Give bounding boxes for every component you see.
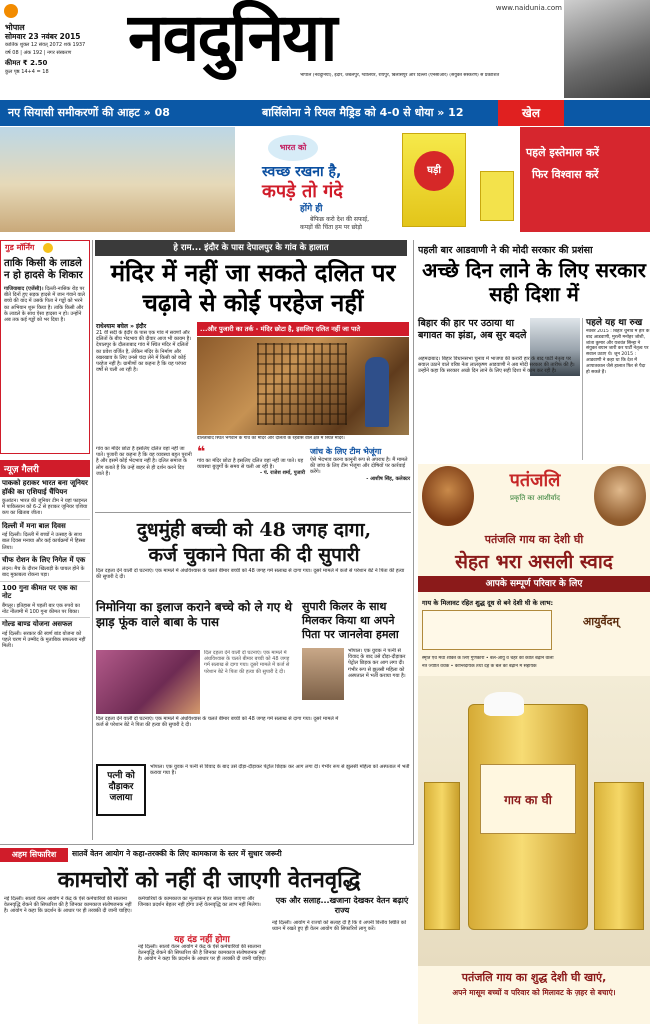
strip-sports-label: खेल bbox=[522, 106, 540, 120]
gallery-item-body: लंदन। मैच के दौरान खिलाड़ी के घायल होने के बाद मुकाबला रोकना पड़ा। bbox=[2, 566, 85, 579]
gallery-item-title: दिल्ली में मना बाल दिवस bbox=[2, 521, 66, 530]
lead-kicker-text: हे राम... इंदौर के पास देपालपुर के गांव के हालात bbox=[173, 243, 329, 253]
ad-sub1: बेफिक्र करो देश की सफाई, bbox=[310, 216, 369, 223]
patanjali-title-small: पतंजलि गाय का देशी घी bbox=[484, 533, 584, 546]
ad-line2: कपड़े तो गंदे bbox=[262, 181, 343, 202]
pay-kicker2: सातवें वेतन आयोग ने कहा-तरक्की के लिए कामकाज के स्तर में सुधार जरूरी bbox=[72, 849, 282, 858]
strip-sports-tag[interactable] bbox=[498, 100, 564, 126]
girl-body-col: दिल दहला देने वाली दो घटनाएं। एक मामले में अंधविश्वास के चलते बीमार बच्ची को 48 जगह गर्म सलाख से दागा गया। दूसरे मामले में कर्ज से परेशान बेटे ने पिता की हत्या की सुपारी दे दी। bbox=[204, 650, 290, 675]
masthead-city: भोपाल bbox=[5, 23, 25, 32]
ghee-jar-label bbox=[480, 764, 576, 834]
ad-sub2: कपड़ों की चिंता हम पर छोड़ो bbox=[300, 224, 362, 231]
ad-right2: फिर विश्वास करें bbox=[532, 168, 599, 181]
pay-kicker-tag bbox=[0, 848, 68, 862]
lead-probe-by: - आशीष सिंह, कलेक्टर bbox=[366, 475, 410, 482]
lead-quote-by: - पं. राजेश शर्मा, पुजारी bbox=[260, 470, 305, 477]
sanskrit-box bbox=[422, 610, 552, 650]
news-gallery-label: न्यूज़ गैलरी bbox=[0, 460, 90, 477]
good-morning-label bbox=[1, 241, 89, 254]
strip-mid-link[interactable]: बार्सिलोना ने रियल मैड्रिड को 4-0 से धोया » 12 bbox=[262, 106, 464, 119]
girl-sub1[interactable]: निमोनिया का इलाज कराने बच्चे को ले गए थे झाड़ फूंक वाले बाबा के पास bbox=[96, 600, 293, 629]
patanjali-bullet2: नेत्र ज्योति वर्धक • कान्तिदायक तथा देह के बल को बढ़ाने में सहायक bbox=[422, 664, 537, 669]
lead-probe-box bbox=[310, 446, 410, 508]
gallery-item[interactable] bbox=[0, 554, 90, 582]
masthead-volume: वर्ष 08 | अंक 192 | नगर संस्करण bbox=[5, 50, 72, 56]
gallery-item-title: गोल्ड बाण्ड योजना असफल bbox=[2, 620, 73, 629]
patanjali-ad[interactable] bbox=[418, 464, 650, 1024]
patanjali-brand: पतंजलि bbox=[509, 470, 561, 491]
gallery-item[interactable] bbox=[0, 520, 90, 554]
lead-body1: 21 वीं सदी के इंदौर के पास एक गांव में सवर्णों और दलितों के बीच भेदभाव की दीवार आज भी कायम है। देपालपुर के दौलताबाद गांव में स्थित मंदिर में दलितों का प्रवेश वर्जित है, लेकिन मंदिर के निर्माण और रखरखाव के लिए उनसे चंदा लेने में किसी को कोई परहेज नहीं है। ग्रामीणों का कहना है कि यह परंपरा वर्षों से चली आ रही है। bbox=[96, 330, 192, 374]
ad-photo-family bbox=[0, 127, 235, 232]
advani-sub: बिहार की हार पर उठाया था बगावत का झंडा, अब सुर बदले bbox=[418, 318, 527, 341]
ad-brand-logo: घड़ी bbox=[414, 151, 454, 191]
gallery-item-title: 100 गुना कीमत पर एक का नोट bbox=[2, 583, 78, 601]
pay-body: नई दिल्ली। सातवें वेतन आयोग ने केंद्र के ऐसे कर्मचारियों की सालाना वेतनवृद्धि रोकने की सिफारिश की है जिनका कामकाज संतोषजनक नहीं है। आयोग ने कहा कि प्रदर्शन के आधार पर ही तरक्की दी जानी चाहिए। bbox=[4, 896, 132, 915]
temple-grille bbox=[257, 343, 347, 425]
lead-quote-box bbox=[197, 446, 305, 508]
wife-badge[interactable] bbox=[96, 764, 146, 816]
masthead-pages: कुल पृष्ठ 14+4 = 18 bbox=[5, 69, 49, 75]
girl-photo-accused bbox=[302, 648, 344, 700]
advani-box bbox=[582, 318, 650, 460]
masthead-date: सोमवार 23 नवंबर 2015 bbox=[5, 32, 81, 41]
lead-headline[interactable]: मंदिर में नहीं जा सकते दलित पर चढ़ावे से कोई परहेज नहीं bbox=[110, 258, 396, 317]
pay-col3-title: एक और सलाह...खजाना देखकर वेतन बढ़ाएं राज्य bbox=[275, 896, 409, 915]
masthead-price: कीमत ₹ 2.50 bbox=[5, 59, 48, 67]
ad-brand-chip bbox=[480, 171, 514, 221]
ad-line1: स्वच्छ रखना है, bbox=[262, 164, 342, 180]
gallery-item[interactable] bbox=[0, 618, 90, 651]
promo-strip bbox=[0, 100, 650, 126]
advani-box-body: नवंबर 2015 : बिहार चुनाव में हार के बाद आडवाणी, मुरली मनोहर जोशी, शांता कुमार और यशवंत सिन्हा ने संयुक्त बयान जारी कर पार्टी नेतृत्व पर सवाल उठाए थे। जून 2015 : आडवाणी ने कहा था कि देश में आपातकाल जैसे हालात फिर से पैदा हो सकते हैं। bbox=[586, 329, 650, 375]
patanjali-bullet1: स्मृति एवं मेधा शक्ति के लिए गुणकारी • बल-आयु व चेहरे की कांति बढ़ाने वाला bbox=[422, 656, 554, 661]
patanjali-ayur: आयुर्वेदम् bbox=[582, 615, 620, 628]
pay-sub: यह दंड नहीं होगा bbox=[174, 935, 230, 945]
gallery-item[interactable] bbox=[0, 582, 90, 618]
wife-body: भोपाल। एक युवक ने पत्नी से विवाद के बाद उसे दौड़ा-दौड़ाकर पेट्रोल छिड़क कर आग लगा दी। गंभीर रूप से झुलसी महिला को अस्पताल में भर्ती कराया गया है। bbox=[150, 764, 410, 777]
rule bbox=[95, 512, 411, 513]
patanjali-band bbox=[418, 576, 650, 592]
girl-photo-baby bbox=[96, 650, 200, 714]
lead-caption-tag bbox=[197, 322, 409, 336]
patanjali-tagline: प्रकृति का आशीर्वाद bbox=[510, 494, 560, 502]
pay-col3: नई दिल्ली। आयोग ने राज्यों को सलाह दी है कि वे अपनी वित्तीय स्थिति को ध्यान में रखते हुए ही वेतन आयोग की सिफारिशें लागू करें। bbox=[272, 920, 407, 933]
good-morning-body: दिल्ली-नासिक रोड़ पर बीते दिनों हुए सड़क हादसे में जान गंवाने वाले बच्चे की याद में उसके पिता ने गड्ढों को भरने का अभियान शुरू किया है। ताकि किसी और के लाडले के साथ ऐसा हादसा न हो। उन्होंने अब तक कई गड्ढों को भर दिया है। bbox=[4, 286, 85, 324]
patanjali-title-big: सेहत भरा असली स्वाद bbox=[455, 551, 613, 573]
good-morning-text: गुड मॉर्निंग bbox=[5, 243, 35, 252]
pay-kicker-text: अहम सिफारिश bbox=[11, 850, 57, 859]
advani-box-title: पहले यह था रुख bbox=[586, 318, 643, 328]
smiley-icon bbox=[43, 243, 53, 253]
lead-photo-temple bbox=[197, 337, 409, 435]
patanjali-bottom1: पतंजलि गाय का शुद्ध देशी घी खाएं, bbox=[461, 971, 607, 984]
gallery-item[interactable] bbox=[0, 477, 90, 520]
pay-col2b: नई दिल्ली। सातवें वेतन आयोग ने केंद्र के ऐसे कर्मचारियों की सालाना वेतनवृद्धि रोकने की सिफारिश की है जिनका कामकाज संतोषजनक नहीं है। आयोग ने कहा कि प्रदर्शन के आधार पर ही तरक्की दी जानी चाहिए। bbox=[138, 944, 266, 963]
gallery-item-body: बैंगलूर। इतिहास में पहली बार एक रुपये का नोट नीलामी में 100 गुना कीमत पर बिका। bbox=[2, 602, 80, 615]
girl-sub2[interactable]: सुपारी किलर के साथ मिलकर किया था अपने पिता पर जानलेवा हमला bbox=[302, 600, 399, 641]
girl-body-b: भोपाल। एक युवक ने पत्नी से विवाद के बाद उसे दौड़ा-दौड़ाकर पेट्रोल छिड़क कर आग लगा दी। गंभीर रूप से झुलसी महिला को अस्पताल में भर्ती कराया गया है। bbox=[348, 648, 406, 679]
masthead-tithi: कार्तिक शुक्ल 12 संवत् 2072 शके 1937 bbox=[5, 42, 86, 48]
patanjali-band-text: आपके सम्पूर्ण परिवार के लिए bbox=[485, 579, 583, 589]
logo: नवदुनिया bbox=[128, 0, 336, 76]
gallery-item-body: नई दिल्ली। दिल्ली में बच्चों ने उत्साह के साथ बाल दिवस मनाया और कई कार्यक्रमों में हिस्सा लिया। bbox=[2, 532, 86, 551]
good-morning-body-wrap bbox=[1, 286, 89, 323]
ad-right1: पहले इस्तेमाल करें bbox=[526, 146, 599, 159]
man-figure bbox=[365, 357, 389, 427]
advani-body: अहमदाबाद। बिहार विधानसभा चुनाव में भाजपा की करारी हार के बाद पार्टी नेतृत्व पर सवाल उठाने वाले वरिष्ठ नेता लालकृष्ण आडवाणी ने अब मोदी सरकार की तारीफ की है। उन्होंने कहा कि सरकार अच्छे दिन लाने के लिए सही दिशा में काम कर रही है। bbox=[418, 356, 575, 375]
girl-body: दिल दहला देने वाली दो घटनाएं। एक मामले में अंधविश्वास के चलते बीमार बच्ची को 48 जगह गर्म सलाख से दागा गया। दूसरे मामले में कर्ज से परेशान बेटे ने पिता की हत्या की सुपारी दे दी। bbox=[96, 568, 405, 581]
masthead-editions: भोपाल (नवदुनिया), इंदौर, जबलपुर, ग्वालियर, रायपुर, बिलासपुर और दिल्ली (एनसीआर) (संयुक्त संस्करण) से प्रकाशित bbox=[300, 73, 500, 78]
news-gallery bbox=[0, 460, 90, 842]
rule bbox=[0, 844, 414, 845]
quote-icon: ❝ bbox=[197, 444, 206, 460]
pay-headline[interactable]: कामचोरों को नहीं दी जाएगी वेतनवृद्धि bbox=[57, 867, 361, 893]
gallery-item-title: पाकको हराकर भारत बना जूनियर हॉकी का एशियाई चैंपियन bbox=[2, 479, 88, 496]
girl-headline1[interactable]: दुधमुंही बच्ची को 48 जगह दागा, bbox=[136, 519, 372, 541]
gallery-item-body: नई दिल्ली। सरकार की स्वर्ण बांड योजना को पहले चरण में उम्मीद के मुताबिक सफलता नहीं मिली। bbox=[2, 630, 86, 649]
gallery-item-title: चीफ रोशन के लिए निगेल में एक bbox=[2, 555, 86, 564]
ghee-jar-label-text: गाय का घी bbox=[504, 793, 552, 807]
good-morning-title: ताकि किसी के लाडले न हो हादसे के शिकार bbox=[4, 258, 83, 281]
masthead-url[interactable]: www.naidunia.com bbox=[495, 4, 562, 12]
advani-headline[interactable]: अच्छे दिन लाने के लिए सरकार सही दिशा में bbox=[422, 258, 646, 306]
top-ad[interactable] bbox=[0, 127, 650, 232]
pay-col2: कर्मचारियों के कामकाज का मूल्यांकन हर साल किया जाएगा और जिनका प्रदर्शन बेहतर नहीं होगा उन्हें वेतनवृद्धि का लाभ नहीं मिलेगा। bbox=[138, 896, 261, 909]
column-divider bbox=[413, 240, 414, 844]
lead-byline: राधेश्याम बघेल » इंदौर bbox=[96, 323, 147, 330]
lead-probe-body: ऐसे भेदभाव करना कानूनी रूप से अपराध है। मैं मामले की जांच के लिए टीम भेजूंगा और दोषियों पर कार्रवाई करेंगे। bbox=[310, 457, 408, 476]
lead-photo-caption: दौलताबाद स्थित भगवान के गांव का मंदिर और दलितों के रहवास वाले क्षेत्र में स्थित मंदिर। bbox=[197, 436, 345, 441]
patanjali-list-head: गाय के मिलावट रहित शुद्ध दूध से बने देशी घी के लाभ: bbox=[422, 599, 554, 607]
lead-probe-title: जांच के लिए टीम भेजूंगा bbox=[310, 447, 382, 456]
lead-body2: गांव का मंदिर छोटा है इसलिए दलित वहां नहीं जा पाते। पुजारी का कहना है कि यह व्यवस्था बहुत पुरानी है और इसमें कोई भेदभाव नहीं है। दलित समाज के लोग बताते हैं कि उन्हें बाहर से ही दर्शन करने दिए जाते हैं। bbox=[96, 446, 192, 477]
ad-line3: होंगे ही bbox=[300, 204, 323, 214]
wife-badge-text: पत्नी को दौड़ाकर जलाया bbox=[107, 771, 135, 803]
patanjali-bottom2: अपने मासूम बच्चों व परिवार को मिलावट के ज़हर से बचाएं। bbox=[452, 988, 616, 997]
lead-kicker bbox=[95, 240, 407, 256]
gallery-item-body: कुआंटन। भारत की जूनियर टीम ने यहां फाइनल में पाकिस्तान को 6-2 से हराकर जूनियर एशिया कप का खिताब जीता। bbox=[2, 498, 88, 517]
lead-caption-tag-text: ...और पुजारी का तर्क - मंदिर छोटा है, इसलिए दलित नहीं जा पाते bbox=[200, 325, 361, 333]
cow-image bbox=[484, 692, 524, 716]
lead-quote: गांव का मंदिर छोटा है इसलिए दलित वहां नहीं जा पाते। यह व्यवस्था बुजुर्गों के समय से चली आ रही है। bbox=[197, 458, 304, 471]
ghee-tin-left bbox=[424, 782, 460, 930]
good-morning-box bbox=[0, 240, 90, 454]
column-divider bbox=[92, 240, 93, 840]
girl-body-c: दिल दहला देने वाली दो घटनाएं। एक मामले में अंधविश्वास के चलते बीमार बच्ची को 48 जगह गर्म सलाख से दागा गया। दूसरे मामले में कर्ज से परेशान बेटे ने पिता की हत्या की सुपारी दे दी। bbox=[96, 716, 339, 729]
good-morning-dateline: गाजियाबाद (एजेंसी)। bbox=[4, 286, 44, 292]
acharya-photo bbox=[594, 466, 646, 526]
sun-logo-icon bbox=[4, 4, 18, 18]
girl-headline2[interactable]: कर्ज चुकाने पिता की दी सुपारी bbox=[148, 544, 360, 566]
strip-left-link[interactable]: नए सियासी समीकरणों की आहट » 08 bbox=[8, 106, 170, 119]
ad-bubble: भारत को bbox=[268, 135, 318, 161]
masthead bbox=[0, 0, 650, 100]
swami-photo bbox=[422, 466, 474, 526]
ghee-tin-right bbox=[594, 782, 644, 930]
advani-kicker: पहली बार आडवाणी ने की मोदी सरकार की प्रशंसा bbox=[418, 245, 593, 256]
masthead-corner-photo bbox=[564, 0, 650, 98]
